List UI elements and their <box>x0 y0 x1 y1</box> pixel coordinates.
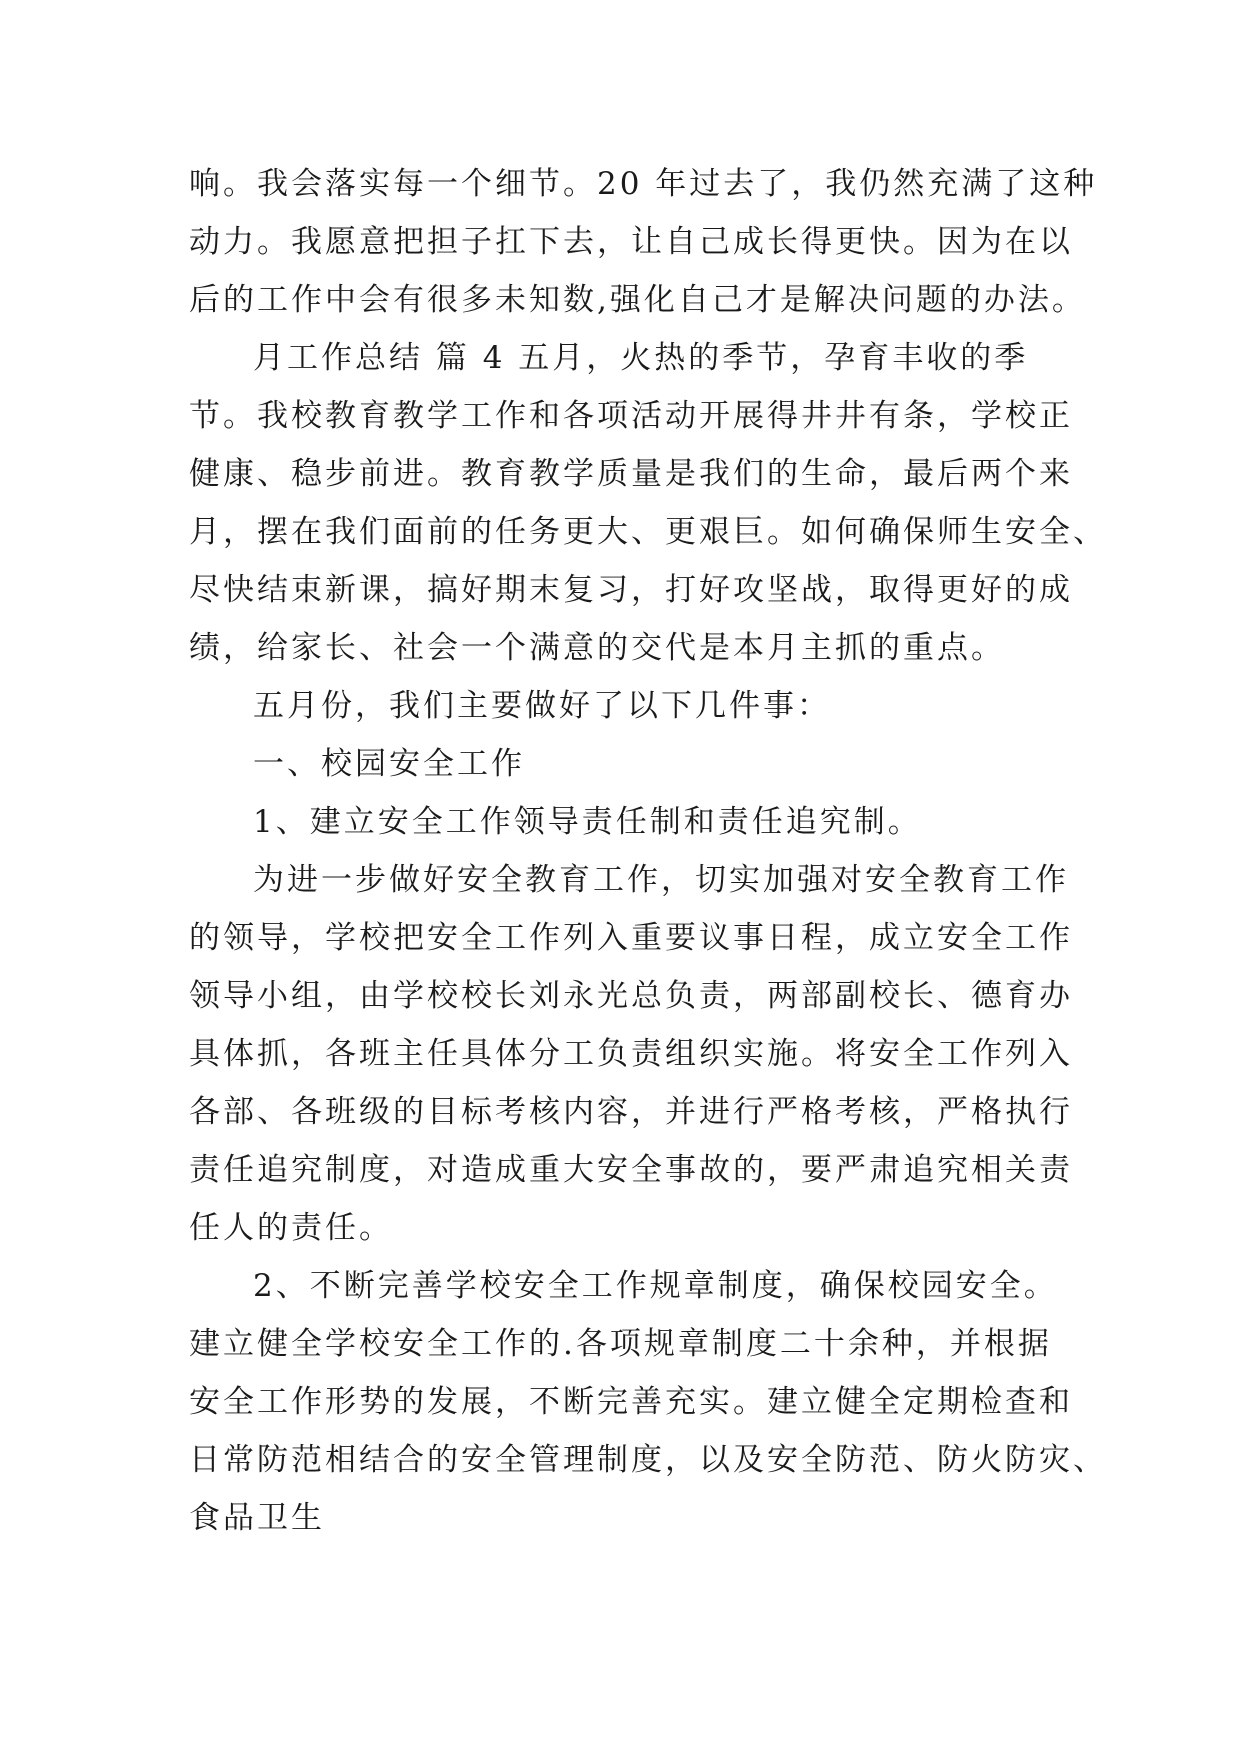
text-line: 动力。我愿意把担子扛下去，让自己成长得更快。因为在以 <box>189 224 1073 260</box>
text-line: 具体抓，各班主任具体分工负责组织实施。将安全工作列入 <box>189 1036 1073 1072</box>
text-line: 领导小组，由学校校长刘永光总负责，两部副校长、德育办 <box>189 978 1073 1014</box>
text-line: 绩，给家长、社会一个满意的交代是本月主抓的重点。 <box>189 630 1005 666</box>
text-line: 为进一步做好安全教育工作，切实加强对安全教育工作 <box>253 862 1069 898</box>
text-line: 健康、稳步前进。教育教学质量是我们的生命，最后两个来 <box>189 456 1073 492</box>
document-body <box>189 155 1107 1547</box>
text-line: 月，摆在我们面前的任务更大、更艰巨。如何确保师生安全、 <box>189 514 1107 550</box>
text-line: 的领导，学校把安全工作列入重要议事日程，成立安全工作 <box>189 920 1073 956</box>
text-line: 责任追究制度，对造成重大安全事故的，要严肃追究相关责 <box>189 1152 1073 1188</box>
text-line: 任人的责任。 <box>189 1210 393 1246</box>
text-line: 尽快结束新课，搞好期末复习，打好攻坚战，取得更好的成 <box>189 572 1073 608</box>
text-line: 食品卫生 <box>189 1500 325 1536</box>
text-line: 节。我校教育教学工作和各项活动开展得井井有条，学校正 <box>189 398 1073 434</box>
text-line: 后的工作中会有很多未知数,强化自己才是解决问题的办法。 <box>189 282 1086 318</box>
text-line: 五月份，我们主要做好了以下几件事： <box>253 688 831 724</box>
text-line: 月工作总结 篇 4 五月，火热的季节，孕育丰收的季 <box>253 340 1029 376</box>
text-line: 日常防范相结合的安全管理制度，以及安全防范、防火防灾、 <box>189 1442 1107 1478</box>
text-line: 响。我会落实每一个细节。20 年过去了，我仍然充满了这种 <box>189 166 1098 202</box>
text-line: 各部、各班级的目标考核内容，并进行严格考核，严格执行 <box>189 1094 1073 1130</box>
text-line: 2、不断完善学校安全工作规章制度，确保校园安全。 <box>253 1268 1058 1304</box>
text-line: 1、建立安全工作领导责任制和责任追究制。 <box>253 804 922 840</box>
text-line: 一、校园安全工作 <box>253 746 525 782</box>
text-line: 安全工作形势的发展，不断完善充实。建立健全定期检查和 <box>189 1384 1073 1420</box>
text-line: 建立健全学校安全工作的.各项规章制度二十余种，并根据 <box>189 1326 1052 1362</box>
